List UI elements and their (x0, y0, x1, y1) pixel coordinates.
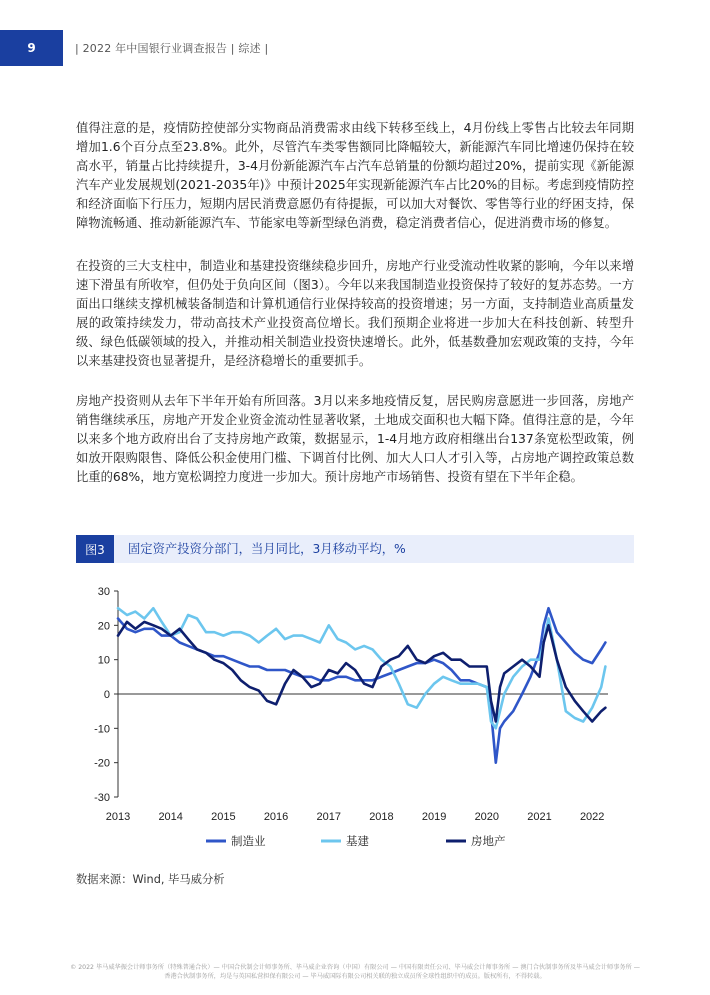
y-tick-label: 10 (97, 654, 110, 667)
y-tick-label: -20 (94, 757, 110, 770)
x-tick-label: 2017 (316, 811, 341, 823)
x-tick-label: 2020 (474, 811, 500, 823)
investment-line-chart (76, 575, 636, 860)
x-tick-label: 2018 (369, 811, 394, 823)
figure-title: 固定资产投资分部门，当月同比，3月移动平均，% (128, 542, 406, 556)
x-tick-label: 2021 (527, 811, 552, 823)
y-tick-label: -10 (94, 723, 110, 736)
y-tick-label: -30 (94, 792, 110, 804)
page-number-badge (0, 30, 63, 66)
header-title: | 2022 年中国银行业调查报告 | 综述 | (75, 42, 269, 55)
y-tick-label: 20 (97, 620, 110, 633)
footer-copyright: © 2022 毕马威华振会计师事务所（特殊普通合伙）— 中国合伙制会计师事务所、毕马威企业咨询（中国）有限公司 — 中国有限责任公司、毕马威会计师事务所 — 澳门合伙制事务所及毕马威会计师事务所 — 香港合伙制事务所，均是与英国私营担保有限公司 — 毕马威国际有限公司相关联的独立成员所全球性组织中的成员。版权所有，不得转载。 (70, 964, 640, 980)
series-line-manufacturing (118, 608, 605, 763)
legend-label-infrastructure: 基建 (346, 834, 369, 848)
data-source: 数据来源：Wind, 毕马威分析 (76, 873, 225, 886)
figure-number: 图3 (76, 535, 114, 563)
x-tick-label: 2016 (263, 811, 289, 823)
x-tick-label: 2019 (421, 811, 447, 823)
legend-label-real_estate: 房地产 (471, 834, 506, 848)
x-tick-label: 2015 (211, 811, 236, 823)
y-tick-label: 30 (97, 586, 110, 598)
x-tick-label: 2022 (579, 811, 605, 823)
x-tick-label: 2013 (105, 811, 131, 823)
paragraph-consumption: 值得注意的是，疫情防控使部分实物商品消费需求由线下转移至线上，4月份线上零售占比较去年同期增加1.6个百分点至23.8%。此外，尽管汽车类零售额同比降幅较大，新能源汽车同比增速仍保持在较高水平，销量占比持续提升，3-4月份新能源汽车占汽车总销量的份额均超过20%，提前实现《新能源汽车产业发展规划(2021-2035年)》中预计2025年实现新能源汽车占比20%的目标。考虑到疫情防控和经济面临下行压力，短期内居民消费意愿仍有待提振，可以加大对餐饮、零售等行业的纾困支持，保障物流畅通、推动新能源汽车、节能家电等新型绿色消费，稳定消费者信心，促进消费市场的修复。 (76, 121, 634, 230)
figure-caption-bar (76, 535, 634, 563)
page-number: 9 (27, 41, 36, 55)
legend-label-manufacturing: 制造业 (231, 834, 266, 848)
paragraph-investment: 在投资的三大支柱中，制造业和基建投资继续稳步回升，房地产行业受流动性收紧的影响，今年以来增速下滑虽有所收窄，但仍处于负向区间（图3）。今年以来我国制造业投资保持了较好的复苏态势。一方面出口继续支撑机械装备制造和计算机通信行业保持较高的投资增速；另一方面，支持制造业高质量发展的政策持续发力，带动高技术产业投资高位增长。我们预期企业将进一步加大在科技创新、转型升级、绿色低碳领域的投入，并推动相关制造业投资快速增长。此外，低基数叠加宏观政策的支持，今年以来基建投资也显著提升，是经济稳增长的重要抓手。 (76, 259, 634, 368)
y-tick-label: 0 (103, 689, 110, 701)
paragraph-real-estate: 房地产投资则从去年下半年开始有所回落。3月以来多地疫情反复，居民购房意愿进一步回落，房地产销售继续承压，房地产开发企业资金流动性显著收紧，土地成交面积也大幅下降。值得注意的是，今年以来多个地方政府出台了支持房地产政策，数据显示，1-4月地方政府相继出台137条宽松型政策，例如放开限购限售、降低公积金使用门槛、下调首付比例、加大人口人才引入等，占房地产调控政策总数比重的68%，地方宽松调控力度进一步加大。预计房地产市场销售、投资有望在下半年企稳。 (76, 394, 634, 484)
x-tick-label: 2014 (158, 811, 183, 823)
